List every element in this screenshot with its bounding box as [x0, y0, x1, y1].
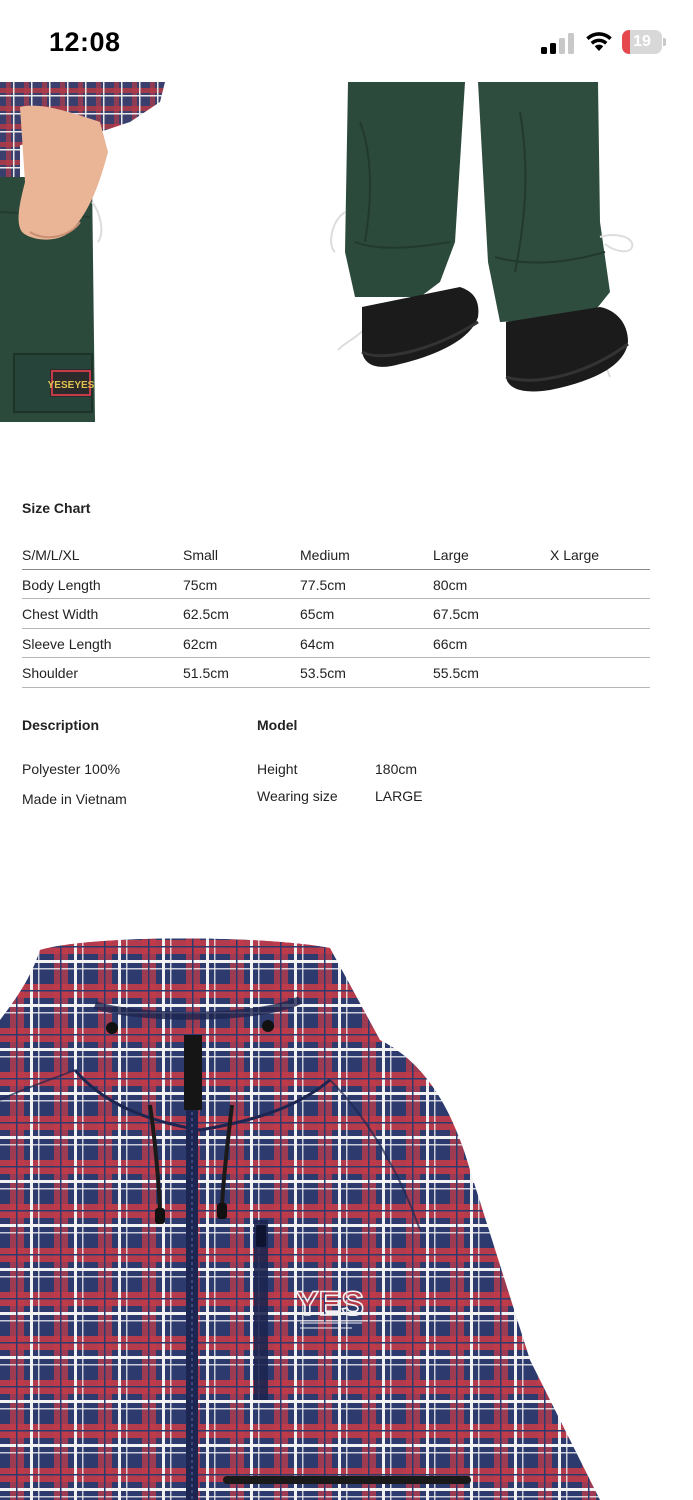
wifi-icon [584, 29, 614, 53]
table-row [22, 599, 650, 629]
header-size-label: S/M/L/XL [22, 547, 80, 563]
header-xlarge: X Large [550, 547, 600, 563]
battery-icon [622, 30, 666, 54]
cell-large: 66cm [433, 635, 468, 652]
cell-small: 75cm [183, 576, 218, 593]
size-chart-header-row [22, 540, 650, 570]
signal-icon [541, 32, 575, 54]
cell-small: 62.5cm [183, 606, 229, 622]
header-large: Large [433, 547, 469, 563]
cell-medium: 53.5cm [300, 665, 346, 681]
cell-medium: 77.5cm [300, 576, 346, 593]
cell-large: 80cm [433, 576, 468, 593]
battery-level: 19 [633, 33, 651, 50]
description-origin: Made in Vietnam [22, 791, 127, 807]
pants-patch-text: YESEYES [47, 380, 95, 391]
model-size-label: Wearing size [257, 788, 338, 804]
status-bar [0, 0, 693, 82]
model-size-value: LARGE [375, 788, 423, 804]
cell-small: 62cm [183, 635, 218, 652]
model-height-value: 180cm [375, 761, 418, 777]
header-small: Small [183, 547, 219, 563]
table-row [22, 570, 650, 600]
description-material: Polyester 100% [22, 761, 121, 777]
table-row [22, 629, 650, 659]
cell-medium: 65cm [300, 606, 335, 622]
cell-large: 67.5cm [433, 606, 479, 622]
table-row [22, 658, 650, 688]
model-height-label: Height [257, 761, 298, 777]
jacket-logo-text: YES [295, 1285, 365, 1323]
pants-photo [0, 82, 693, 427]
model-title: Model [257, 717, 298, 733]
cell-small: 51.5cm [183, 665, 229, 681]
description-title: Description [22, 717, 100, 733]
row-label: Chest Width [22, 606, 99, 622]
header-medium: Medium [300, 547, 350, 563]
row-label: Shoulder [22, 665, 79, 681]
row-label: Body Length [22, 576, 101, 593]
cell-medium: 64cm [300, 635, 335, 652]
size-chart-title: Size Chart [22, 500, 91, 516]
row-label: Sleeve Length [22, 635, 112, 652]
size-chart-table [22, 540, 650, 688]
home-indicator[interactable] [223, 1476, 471, 1484]
cell-large: 55.5cm [433, 665, 479, 681]
status-time: 12:08 [49, 27, 121, 57]
jacket-photo [0, 930, 693, 1500]
